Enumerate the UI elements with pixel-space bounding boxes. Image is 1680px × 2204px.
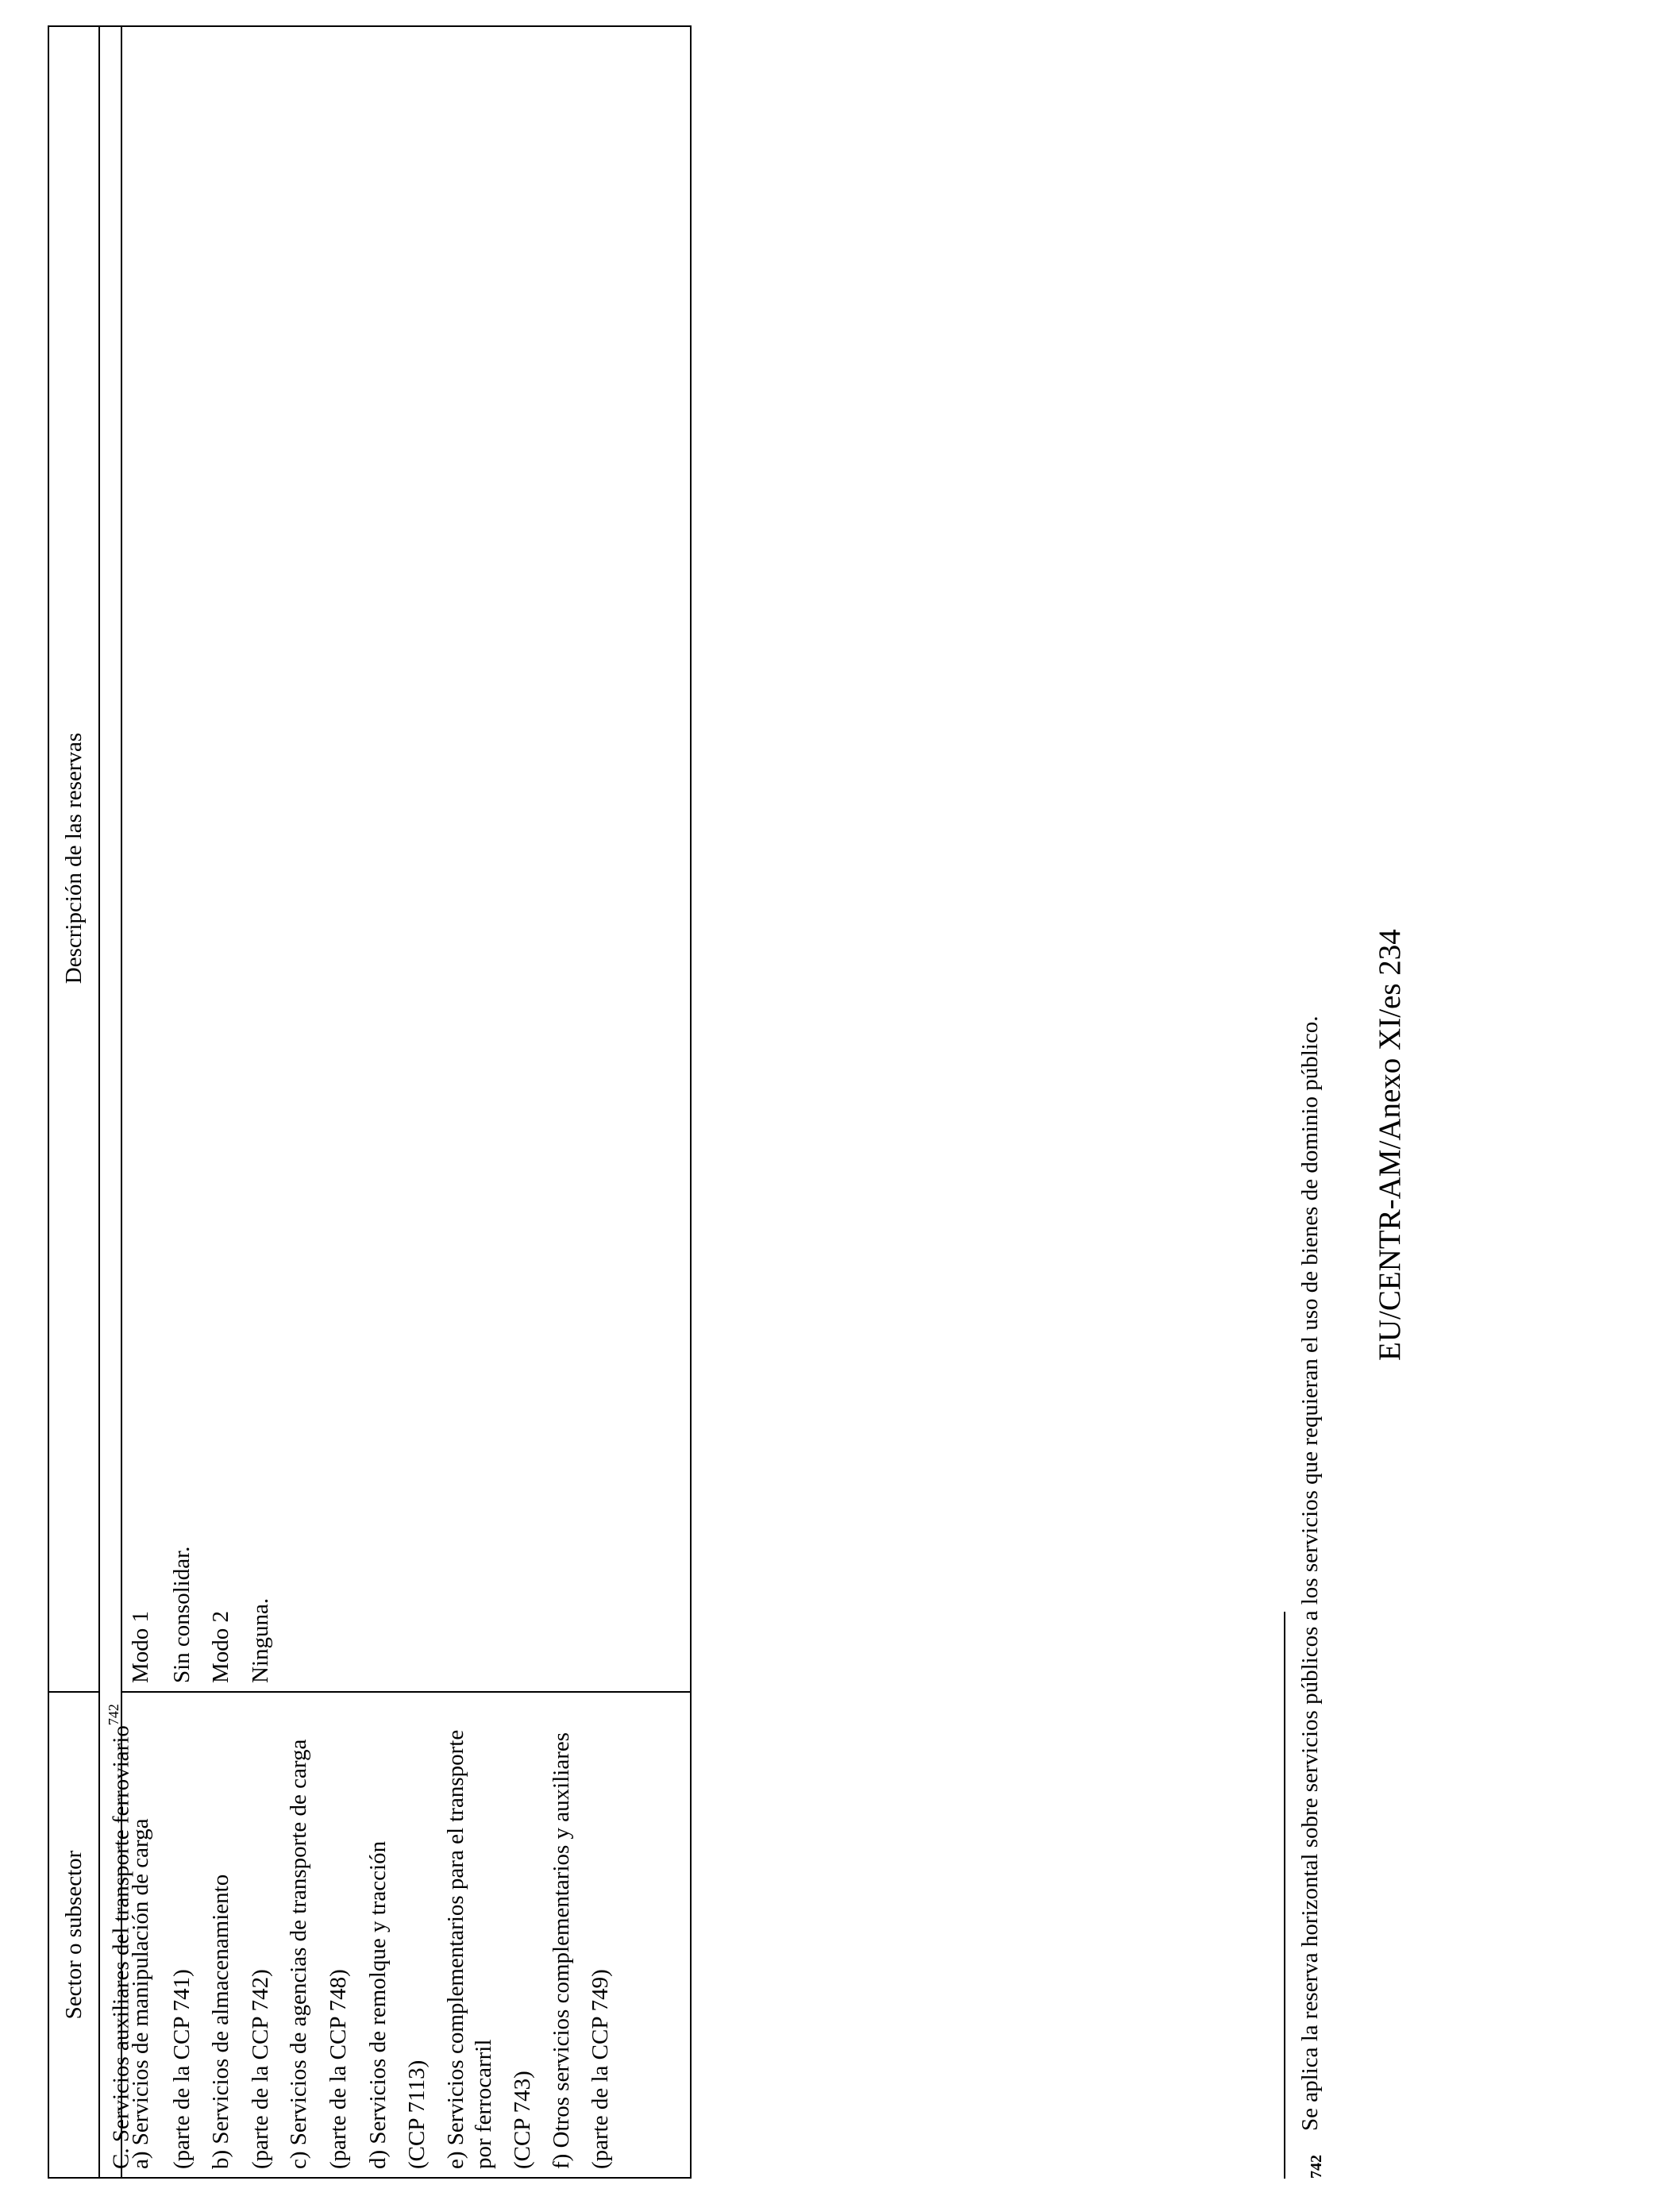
sector-line: (CCP 743) [510, 2071, 535, 2169]
section-title: C. Servicios auxiliares del transporte ferroviario$^{742}$ [106, 1704, 134, 2169]
header-row-divider [98, 27, 100, 2177]
sector-line: (parte de la CCP 748) [326, 1969, 351, 2169]
reservations-table [48, 25, 692, 2179]
sector-line: d) Servicios de remolque y tracción [365, 1840, 391, 2169]
footnote-text: Se aplica la reserva horizontal sobre servicios públicos a los servicios que requieran el uso de bienes de dominio público. [1297, 1015, 1323, 2131]
page-reference: EU/CENTR-AM/Anexo XI/es 234 [1373, 929, 1407, 1361]
sector-line: b) Servicios de almacenamiento [208, 1874, 233, 2169]
header-description: Descripción de las reservas [61, 732, 87, 984]
footnote-rule [1284, 1612, 1285, 2179]
body-column-divider [121, 1691, 690, 1693]
sector-line: a) Servicios de manipulación de carga [128, 1818, 153, 2169]
footnote-ref: 742 [106, 1704, 121, 1726]
reservation-line: Modo 2 [208, 1610, 233, 1683]
sector-line: (CCP 7113) [404, 2060, 430, 2169]
sector-line: (parte de la CCP 741) [169, 1969, 195, 2169]
sector-line: (parte de la CCP 742) [248, 1969, 273, 2169]
reservation-line: Ninguna. [248, 1597, 273, 1683]
reservation-line: Modo 1 [128, 1610, 153, 1683]
reservation-line: Sin consolidar. [169, 1546, 195, 1683]
sector-line: (parte de la CCP 749) [588, 1969, 613, 2169]
footnote-number: 742 [1308, 2155, 1325, 2179]
header-sector: Sector o subsector [61, 1850, 87, 2020]
sector-line: f) Otros servicios complementarios y auxiliares [549, 1732, 574, 2169]
sector-line: por ferrocarril [471, 2039, 496, 2169]
sector-line: c) Servicios de agencias de transporte de carga [286, 1739, 311, 2169]
sector-line: e) Servicios complementarios para el transporte [443, 1729, 468, 2169]
